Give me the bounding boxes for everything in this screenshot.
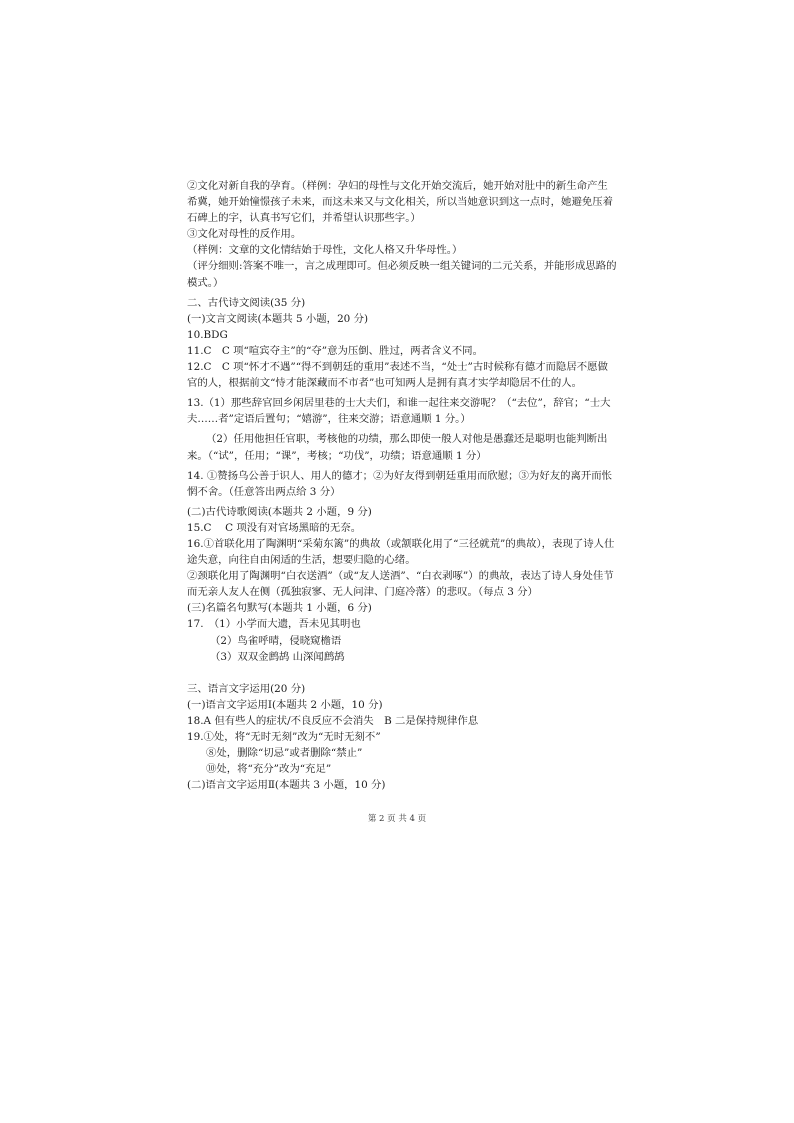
answer-item: 12.C C 项“怀才不遇”“得不到朝廷的重用”表述不当，“处士”古时候称有德才而隐居不愿做官的人，根据前文“恃才能深藏而不市者”也可知两人是拥有真才实学却隐居不仕的人。 bbox=[187, 361, 608, 390]
subsection-heading: (一)语言文字运用Ⅰ(本题共 2 小题，10 分) bbox=[187, 698, 383, 711]
subsection-heading: (一)文言文阅读(本题共 5 小题，20 分) bbox=[187, 312, 369, 325]
answer-item: 14. ①赞扬乌公善于识人、用人的德才；②为好友得到朝廷重用而欣慰；③为好友的离开而怅惘不舍。（任意答出两点给 3 分） bbox=[187, 469, 613, 498]
answer-item: 15.C C 项没有对官场黑暗的无奈。 bbox=[187, 521, 362, 534]
answer-content bbox=[187, 178, 617, 793]
scoring-note: （评分细则:答案不唯一，言之成理即可。但必须反映一组关键词的二元关系，并能形成思路的模式。） bbox=[187, 260, 617, 289]
subsection-heading: (二)古代诗歌阅读(本题共 2 小题，9 分) bbox=[187, 505, 372, 518]
answer-paragraph: （样例：文章的文化情结始于母性，文化人格又升华母性。） bbox=[187, 244, 463, 257]
answer-item: 16.①首联化用了陶渊明“采菊东篱”的典故（或颔联化用了“三径就荒”的典故），表现了诗人仕途失意，向往自由闲适的生活，想要归隐的心绪。 bbox=[187, 537, 615, 567]
answer-item: （3）双双金鹧鸪 山深闻鹧鸪 bbox=[210, 650, 345, 663]
answer-item: 11.C C 项“喧宾夺主”的“夺”意为压倒、胜过，两者含义不同。 bbox=[187, 344, 483, 357]
answer-paragraph: ②文化对新自我的孕育。（样例：孕妇的母性与文化开始交流后，她开始对肚中的新生命产生希冀，她开始憧憬孩子未来，而这未来又与文化相关，所以当她意识到这一点时，她避免压着石碑上的字，认真书写它们，并希望认识那些字。） bbox=[187, 180, 614, 225]
answer-item: 18.A 但有些人的症状/不良反应不会消失 B 二是保持规律作息 bbox=[187, 714, 479, 727]
answer-item: 13.（1）那些辞官回乡闲居里巷的士大夫们，和谁一起往来交游呢？（“去位”，辞官；“士大夫……者”定语后置句；“嬉游”，往来交游；语意通顺 1 分。） bbox=[187, 397, 611, 426]
section-heading: 二、古代诗文阅读(35 分) bbox=[187, 296, 306, 309]
answer-item: 17. （1）小学而大遗，吾未见其明也 bbox=[187, 618, 361, 631]
subsection-heading: (三)名篇名句默写(本题共 1 小题，6 分) bbox=[187, 602, 372, 615]
section-heading: 三、语言文字运用(20 分) bbox=[187, 682, 306, 695]
answer-item: 10.BDG bbox=[187, 328, 228, 341]
answer-item: 19.①处，将“无时无刻”改为“无时无刻不” bbox=[187, 731, 381, 743]
answer-item: ⑧处，删除“切忌”或者删除“禁止” bbox=[206, 747, 363, 760]
subsection-heading: (二)语言文字运用Ⅱ(本题共 3 小题，10 分) bbox=[187, 779, 386, 792]
answer-item: ⑩处，将“充分”改为“充足” bbox=[206, 763, 332, 776]
page-number: 第 2 页 共 4 页 bbox=[367, 814, 427, 824]
answer-item: ②颈联化用了陶渊明“白衣送酒”（或“友人送酒”、“白衣剥啄”）的典故，表达了诗人身处佳节而无亲人友人在侧（孤独寂寥、无人问津、门庭冷落）的悲叹。（每点 3 分） bbox=[187, 570, 614, 599]
answer-item: （2）任用他担任官职，考核他的功绩，那么即使一般人对他是愚蠢还是聪明也能判断出来。（“试”，任用；“课”，考核；“功伐”，功绩；语意通顺 1 分） bbox=[187, 433, 608, 462]
answer-paragraph: ③文化对母性的反作用。 bbox=[187, 228, 302, 241]
answer-item: （2）鸟雀呼晴，侵晓窥檐语 bbox=[210, 634, 342, 647]
